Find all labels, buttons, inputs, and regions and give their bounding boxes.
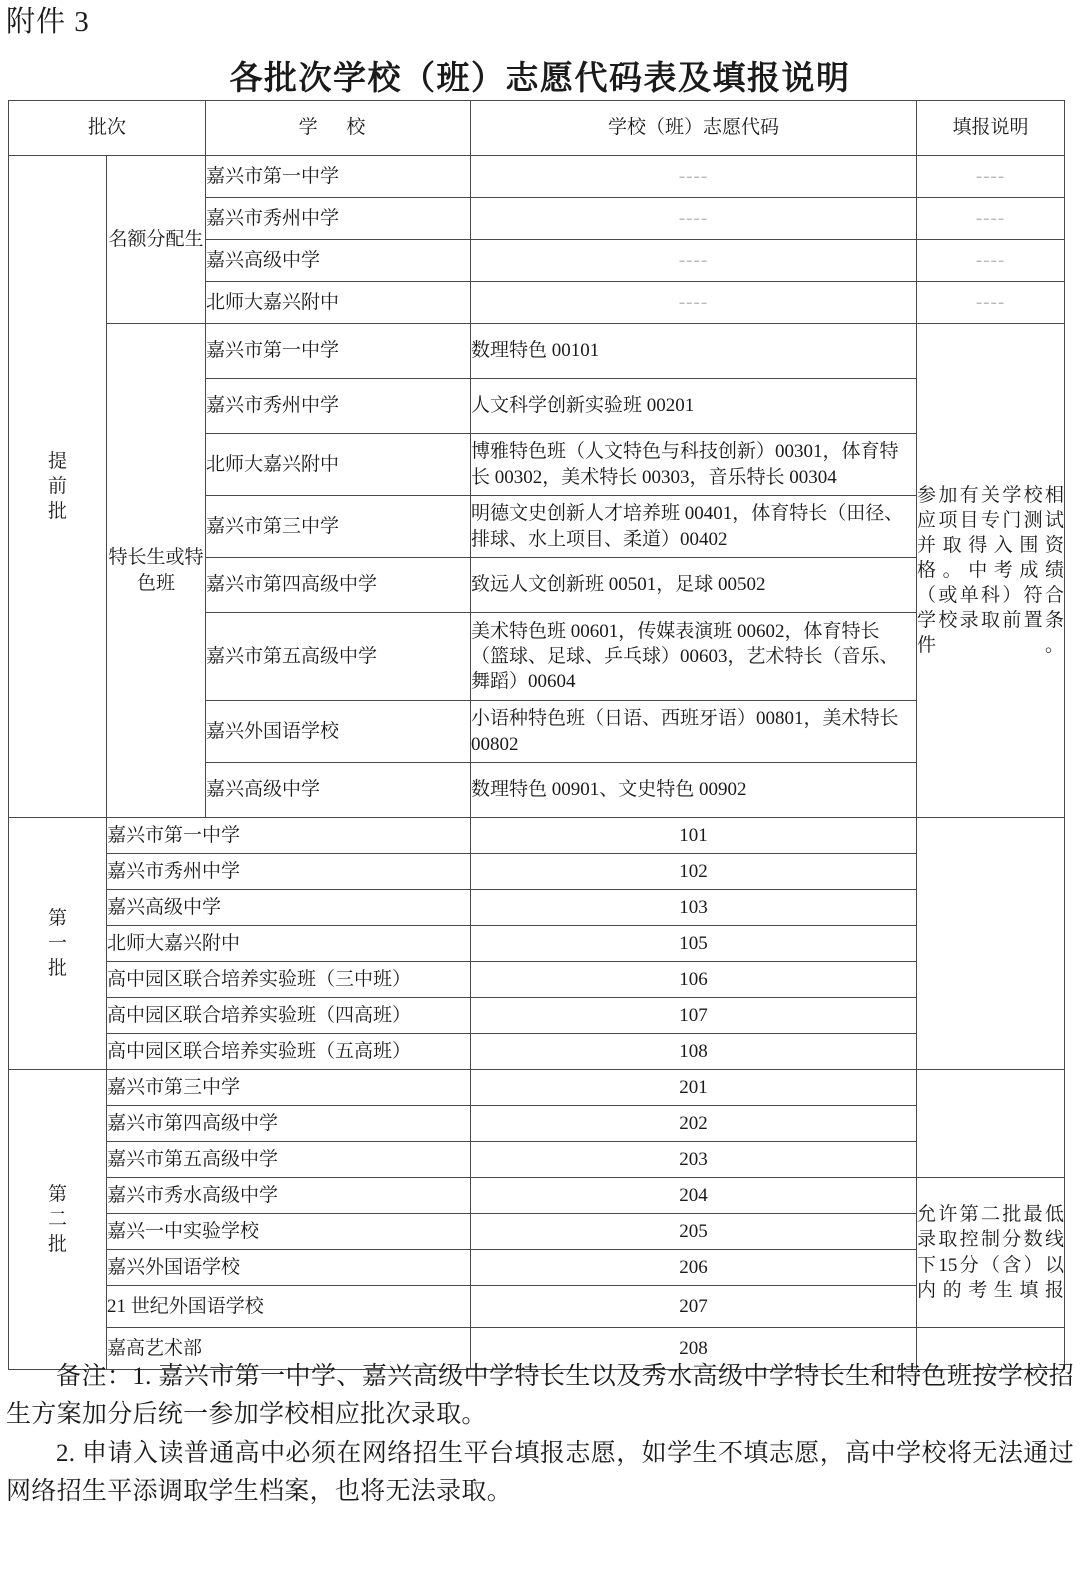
school-code: 数理特色 00101 bbox=[471, 324, 917, 379]
school-name: 嘉兴市秀州中学 bbox=[107, 854, 471, 890]
subgroup-label-mingefenpeisheng: 名额分配生 bbox=[107, 156, 206, 324]
school-name: 高中园区联合培养实验班（五高班） bbox=[107, 1034, 471, 1070]
school-code: 202 bbox=[471, 1106, 917, 1142]
school-code: 致远人文创新班 00501，足球 00502 bbox=[471, 558, 917, 613]
school-name: 嘉兴市第五高级中学 bbox=[206, 613, 471, 701]
school-code: 103 bbox=[471, 890, 917, 926]
school-code: 小语种特色班（日语、西班牙语）00801，美术特长 00802 bbox=[471, 701, 917, 763]
school-code: 208 bbox=[471, 1328, 917, 1370]
table-row bbox=[9, 324, 1065, 379]
page-title: 各批次学校（班）志愿代码表及填报说明 bbox=[229, 61, 851, 97]
batch-label-char: 二 bbox=[47, 1208, 67, 1230]
school-name: 嘉兴市第四高级中学 bbox=[107, 1106, 471, 1142]
school-name: 高中园区联合培养实验班（四高班） bbox=[107, 998, 471, 1034]
school-name: 嘉兴市第一中学 bbox=[206, 324, 471, 379]
school-code: 博雅特色班（人文特色与科技创新）00301，体育特长 00302，美术特长 00303，音乐特长 00304 bbox=[471, 434, 917, 496]
school-name: 嘉兴高级中学 bbox=[107, 890, 471, 926]
batch-label-char: 前 bbox=[47, 475, 67, 497]
table-row bbox=[9, 926, 1065, 962]
table-row bbox=[9, 1034, 1065, 1070]
table-row bbox=[9, 1106, 1065, 1142]
school-code: ---- bbox=[471, 156, 917, 198]
school-name: 嘉兴市第三中学 bbox=[206, 496, 471, 558]
note-item-2: 2. 申请入读普通高中必须在网络招生平台填报志愿，如学生不填志愿，高中学校将无法通过网络招生平添调取学生档案，也将无法录取。 bbox=[6, 1440, 1074, 1505]
school-name: 嘉兴市第五高级中学 bbox=[107, 1142, 471, 1178]
school-code: ---- bbox=[471, 282, 917, 324]
fill-note-diyipi bbox=[917, 818, 1065, 1070]
table-row bbox=[9, 962, 1065, 998]
school-name: 嘉高艺术部 bbox=[107, 1328, 471, 1370]
school-code: 数理特色 00901、文史特色 00902 bbox=[471, 763, 917, 818]
table-header-row bbox=[9, 101, 1065, 156]
school-code: 108 bbox=[471, 1034, 917, 1070]
fill-note: ---- bbox=[917, 240, 1065, 282]
school-name: 嘉兴市第四高级中学 bbox=[206, 558, 471, 613]
table-row bbox=[9, 1142, 1065, 1178]
batch-label-char: 第 bbox=[47, 907, 67, 929]
table-row bbox=[9, 1250, 1065, 1286]
school-code: ---- bbox=[471, 198, 917, 240]
batch-label-tiqianpi bbox=[9, 156, 107, 818]
batch-label-char: 一 bbox=[47, 932, 67, 954]
school-code: 人文科学创新实验班 00201 bbox=[471, 379, 917, 434]
table-row bbox=[9, 1214, 1065, 1250]
batch-label-char: 第 bbox=[47, 1183, 67, 1205]
school-code: 107 bbox=[471, 998, 917, 1034]
footer-notes bbox=[6, 1358, 1074, 1512]
school-code: 204 bbox=[471, 1178, 917, 1214]
table-row bbox=[9, 1178, 1065, 1214]
school-name: 嘉兴市秀州中学 bbox=[206, 198, 471, 240]
column-header-code: 学校（班）志愿代码 bbox=[471, 101, 917, 156]
school-name: 嘉兴高级中学 bbox=[206, 240, 471, 282]
table-header bbox=[9, 101, 1065, 156]
subgroup-label-techangsheng: 特长生或特色班 bbox=[107, 324, 206, 818]
fill-note: ---- bbox=[917, 156, 1065, 198]
school-name: 嘉兴市第三中学 bbox=[107, 1070, 471, 1106]
school-name: 北师大嘉兴附中 bbox=[206, 282, 471, 324]
school-code: 206 bbox=[471, 1250, 917, 1286]
table-body bbox=[9, 156, 1065, 1370]
school-name: 嘉兴高级中学 bbox=[206, 763, 471, 818]
school-name: 嘉兴外国语学校 bbox=[107, 1250, 471, 1286]
note-item-1: 备注：1. 嘉兴市第一中学、嘉兴高级中学特长生以及秀水高级中学特长生和特色班按学校招生方案加分后统一参加学校相应批次录取。 bbox=[6, 1363, 1074, 1428]
fill-note-techangsheng: 参加有关学校相应项目专门测试并取得入围资格。中考成绩（或单科）符合学校录取前置条件。 bbox=[917, 324, 1065, 818]
column-header-school: 学 校 bbox=[206, 101, 471, 156]
school-code: 102 bbox=[471, 854, 917, 890]
attachment-label: 附件 3 bbox=[6, 6, 90, 38]
school-code: 207 bbox=[471, 1286, 917, 1328]
school-name: 嘉兴市第一中学 bbox=[107, 818, 471, 854]
school-name: 嘉兴外国语学校 bbox=[206, 701, 471, 763]
table-row bbox=[9, 818, 1065, 854]
fill-note: ---- bbox=[917, 282, 1065, 324]
column-header-note: 填报说明 bbox=[917, 101, 1065, 156]
batch-label-char: 批 bbox=[47, 1234, 67, 1256]
batch-label-dierpi bbox=[9, 1070, 107, 1370]
batch-label-char: 提 bbox=[47, 450, 67, 472]
table-row bbox=[9, 890, 1065, 926]
school-code: 106 bbox=[471, 962, 917, 998]
fill-note: ---- bbox=[917, 198, 1065, 240]
school-name: 嘉兴市第一中学 bbox=[206, 156, 471, 198]
school-code: 明德文史创新人才培养班 00401，体育特长（田径、排球、水上项目、柔道）00402 bbox=[471, 496, 917, 558]
table-row bbox=[9, 1286, 1065, 1328]
table-row bbox=[9, 156, 1065, 198]
school-code: 203 bbox=[471, 1142, 917, 1178]
batch-label-char: 批 bbox=[47, 501, 67, 523]
school-code: 201 bbox=[471, 1070, 917, 1106]
school-code: 105 bbox=[471, 926, 917, 962]
batch-label-diyipi bbox=[9, 818, 107, 1070]
table-row bbox=[9, 998, 1065, 1034]
school-name: 嘉兴市秀州中学 bbox=[206, 379, 471, 434]
school-name: 21 世纪外国语学校 bbox=[107, 1286, 471, 1328]
school-code: 美术特色班 00601，传媒表演班 00602，体育特长（篮球、足球、乒乓球）00603，艺术特长（音乐、舞蹈）00604 bbox=[471, 613, 917, 701]
fill-note-dierpi: 允许第二批最低录取控制分数线下15分（含）以内的考生填报 bbox=[917, 1178, 1065, 1328]
column-header-batch: 批次 bbox=[9, 101, 206, 156]
school-name: 北师大嘉兴附中 bbox=[107, 926, 471, 962]
school-name: 嘉兴市秀水高级中学 bbox=[107, 1178, 471, 1214]
school-name: 嘉兴一中实验学校 bbox=[107, 1214, 471, 1250]
school-name: 北师大嘉兴附中 bbox=[206, 434, 471, 496]
school-code: 101 bbox=[471, 818, 917, 854]
fill-note-dierpi-top bbox=[917, 1070, 1065, 1178]
table-row bbox=[9, 1070, 1065, 1106]
school-code: ---- bbox=[471, 240, 917, 282]
table-row bbox=[9, 854, 1065, 890]
code-table-container bbox=[8, 100, 1064, 1370]
school-code: 205 bbox=[471, 1214, 917, 1250]
school-name: 高中园区联合培养实验班（三中班） bbox=[107, 962, 471, 998]
code-table bbox=[8, 100, 1065, 1370]
batch-label-char: 批 bbox=[47, 958, 67, 980]
